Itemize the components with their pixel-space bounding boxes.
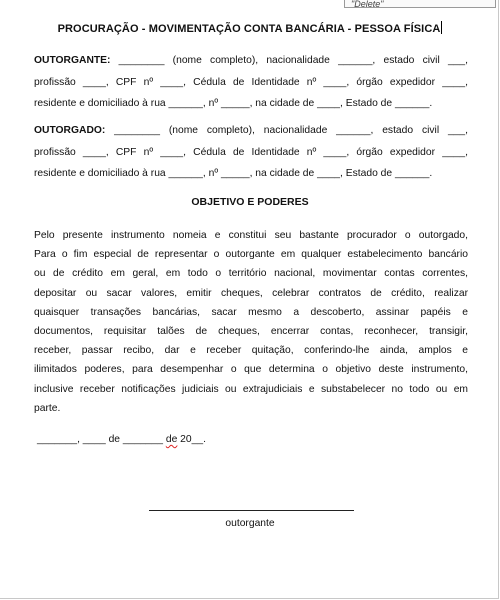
tooltip-text: "Delete" [351, 0, 384, 9]
signature-line [149, 510, 354, 511]
body-line: documentos, requisitar talões de cheques, encerrar contas, reconhecer, transigir, [34, 326, 468, 338]
spellcheck-flagged-word[interactable]: de [165, 434, 178, 445]
powers-paragraph [34, 226, 468, 418]
date-line-start: _______, ____ de _______ [37, 434, 166, 445]
body-line: Pelo presente instrumento nomeia e constitui seu bastante procurador o outorgado, [34, 230, 468, 241]
date-line [37, 434, 206, 445]
outorgante-label: OUTORGANTE: [34, 55, 111, 66]
outorgado-label: OUTORGADO: [34, 125, 106, 136]
body-line: ilimitados poderes, para desempenhar o que determina o objetivo deste instrumento, [34, 364, 468, 376]
delete-tooltip [344, 0, 496, 8]
section-title: OBJETIVO E PODERES [191, 196, 309, 208]
body-line: parte. [34, 402, 61, 414]
outorgado-line-3: residente e domiciliado à rua ______, nº _____, na cidade de ____, Estado de ______. [34, 168, 433, 180]
outorgado-line-1 [34, 120, 468, 142]
document-title [0, 21, 500, 35]
outorgante-line-3: residente e domiciliado à rua ______, nº _____, na cidade de ____, Estado de ______. [34, 98, 433, 110]
signature-label: outorgante [225, 518, 275, 529]
body-line: depositar ou sacar valores, emitir cheques, celebrar contratos de crédito, realizar [34, 287, 468, 299]
date-line-end: 20__. [177, 434, 206, 445]
body-line: Para o fim especial de representar o outorgante em qualquer estabelecimento bancário [34, 249, 468, 261]
body-line: ou de crédito em geral, em todo o território nacional, movimentar contas correntes, [34, 268, 468, 280]
body-line: quaisquer transações bancárias, sacar mesmo a descoberto, assinar papéis e [34, 306, 468, 318]
outorgante-paragraph [34, 50, 468, 115]
outorgado-paragraph [34, 120, 468, 185]
body-line: inclusive receber notificações judiciais ou extrajudiciais e substabelecer no todo ou em [34, 383, 468, 395]
document-title-text: PROCURAÇÃO - MOVIMENTAÇÃO CONTA BANCÁRIA - PESSOA FÍSICA [57, 23, 441, 35]
text-cursor [441, 21, 442, 34]
outorgante-line-1-text: ________ (nome completo), nacionalidade ______, estado civil ___, [110, 55, 468, 66]
outorgado-line-1-text: ________ (nome completo), nacionalidade ______, estado civil ___, [105, 125, 468, 136]
body-line: receber, passar recibo, dar e receber quitação, conferindo-lhe ainda, amplos e [34, 345, 468, 357]
outorgado-line-2: profissão ____, CPF nº ____, Cédula de Identidade nº ____, órgão expedidor ____, [34, 146, 468, 158]
outorgante-line-1 [34, 50, 468, 72]
outorgante-line-2: profissão ____, CPF nº ____, Cédula de Identidade nº ____, órgão expedidor ____, [34, 76, 468, 88]
